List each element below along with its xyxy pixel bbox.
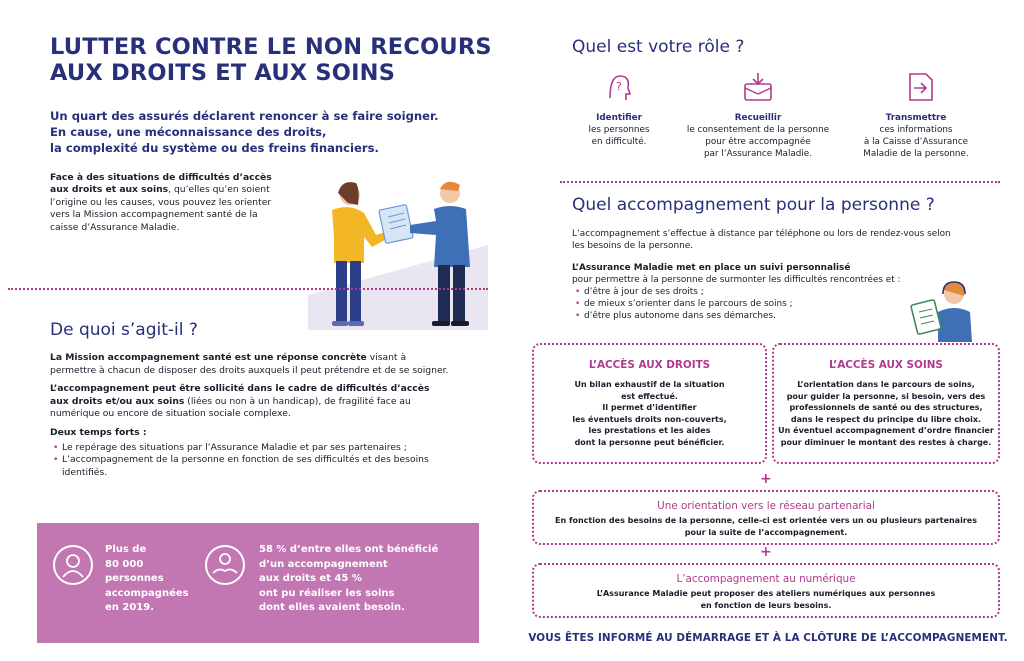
suivi-item: • d’être à jour de ses droits ; [572,286,952,298]
box-text [534,379,765,449]
main-title-rest: LE NON RECOURS [258,34,492,60]
box-acces-soins [772,343,1000,464]
intro-body [50,172,280,234]
role-transmit [850,112,982,160]
box-title: L’accompagnement au numérique [676,573,856,585]
box-acces-droits [532,343,767,464]
right-divider [560,181,1000,183]
role-identify [560,112,678,148]
box-line: Il permet d’identifier [602,403,697,413]
left-divider [8,288,488,290]
quoi-p1-rest: visant à permettre à chacun de disposer des droits auxquels il peut prétendre et de se soigner. [50,352,449,376]
box-line: L’orientation dans le parcours de soins, [797,380,975,389]
suivi-bold: L’Assurance Maladie met en place un suivi personnalisé [572,263,851,273]
intro-statement [50,108,470,156]
box-line: L’Assurance Maladie peut proposer des ateliers numériques aux personnes [596,589,936,598]
box-line: dont la personne peut bénéficier. [574,437,725,447]
section-title-quoi: De quoi s’agit-il ? [50,320,198,340]
box-line: En fonction des besoins de la personne, celle-ci est orientée vers un ou plusieurs partenaires [555,516,977,525]
man-leg [438,265,450,323]
box-title: L’ACCÈS AUX DROITS [588,359,711,371]
stat-line: d’un accompagnement [259,558,388,570]
box-line: les prestations et les aides [588,426,711,436]
box-line: Un bilan exhaustif de la situation [574,380,725,389]
accompagnement-body [572,228,952,322]
stat-line: 80 000 [105,558,144,570]
svg-text:?: ? [616,80,622,93]
plus-sign: + [760,471,772,487]
main-title-line2: AUX DROITS ET AUX SOINS [50,60,396,86]
footer-note: VOUS ÊTES INFORMÉ AU DÉMARRAGE ET À LA CLÔTURE DE L’ACCOMPAGNEMENT. [528,632,1008,644]
quoi-p1-bold: La Mission accompagnement santé est une réponse concrète [50,352,367,363]
stat-line: 58 % d’entre elles ont bénéficié [259,544,439,555]
section-title-role: Quel est votre rôle ? [572,37,745,57]
collect-consent-icon [741,70,775,104]
box-line: Un éventuel accompagnement d’ordre financier [778,426,994,436]
section-title-accompagnement: Quel accompagnement pour la personne ? [572,195,935,215]
transmit-document-icon [904,70,938,104]
stat-line: en 2019. [105,602,155,614]
role-collect [678,112,838,160]
stat-line: Plus de [105,544,147,555]
role-line: en difficulté. [591,137,647,147]
box-accompagnement-numerique [532,563,1000,618]
role-label: Identifier [596,113,642,123]
temps-forts-item: • L’accompagnement de la personne en fonction de ses difficultés et des besoins identifiés. [50,454,450,479]
role-label: Recueillir [734,113,782,123]
man-sweater [410,206,470,267]
temps-forts-item: • Le repérage des situations par l’Assurance Maladie et par ses partenaires ; [50,442,450,455]
care-hands-icon [205,545,245,585]
box-line: en fonction de leurs besoins. [700,600,832,610]
two-people-document-illustration [298,175,498,330]
accompagnement-lead: L’accompagnement s’effectue à distance par téléphone ou lors de rendez-vous selon les besoins de la personne. [572,229,951,251]
box-line: est effectué. [621,391,678,401]
suivi-list [572,286,952,322]
box-line: dans le respect du principe du libre choix. [790,414,982,424]
suivi-item: • de mieux s’orienter dans le parcours de soins ; [572,298,952,310]
role-line: le consentement de la personne [686,125,830,135]
intro-line: En cause, une méconnaissance des droits, [50,125,327,139]
box-title: L’ACCÈS AUX SOINS [829,359,943,371]
intro-body-rest: , qu’elles qu’en soient l’origine ou les causes, vous pouvez les orienter vers la Mission accompagnement santé de la caisse d’Assurance Maladie. [50,184,272,233]
quoi-paragraph [50,352,450,377]
stat-persons [105,543,215,616]
box-text [774,379,998,449]
stat-line: personnes [105,573,164,585]
stats-band [37,523,479,643]
woman-leg [350,261,361,323]
box-text [534,515,998,538]
main-title-bold: LUTTER CONTRE [50,34,259,60]
box-text [534,588,998,611]
box-reseau-partenarial [532,490,1000,545]
box-line: professionnels de santé ou des structures, [789,403,983,413]
stat-line: dont elles avaient besoin. [259,602,405,614]
advisor-headset-illustration [908,276,976,342]
quoi-paragraph [50,383,450,421]
quoi-body [50,352,450,479]
role-label: Transmettre [885,113,947,123]
stat-line: aux droits et 45 % [259,573,362,585]
woman-hair [338,182,359,205]
suivi-item: • d’être plus autonome dans ses démarches. [572,310,952,322]
role-line: Maladie de la personne. [863,149,969,159]
box-line: les éventuels droits non-couverts, [572,414,727,424]
stat-percentages [259,543,474,616]
quoi-p2-rest: (liées ou non à un handicap), de fragilité face au numérique ou encore de situation sociale complexe. [50,395,411,420]
stat-line: ont pu réaliser les soins [259,587,395,599]
person-badge-icon [53,545,93,585]
box-title: Une orientation vers le réseau partenarial [657,500,875,512]
suivi-rest: pour permettre à la personne de surmonter les difficultés rencontrées et : [572,275,901,285]
plus-sign: + [760,544,772,560]
role-line: à la Caisse d’Assurance [863,137,969,147]
box-line: pour la suite de l’accompagnement. [684,527,848,537]
role-line: pour être accompagnée [705,137,811,147]
stat-line: accompagnées [105,587,189,599]
box-line: pour guider la personne, si besoin, vers des [786,391,986,401]
temps-forts-title: Deux temps forts : [50,426,147,438]
box-line: pour diminuer le montant des restes à charge. [780,437,992,447]
temps-forts-list [50,442,450,480]
intro-body-bold: Face à des situations de difficultés d’accès aux droits et aux soins [50,172,272,196]
quoi-p2-bold: L’accompagnement peut être sollicité dans le cadre de difficultés d’accès aux droits et/ou aux soins [50,383,430,407]
intro-line: Un quart des assurés déclarent renoncer à se faire soigner. [50,109,439,123]
main-title [50,34,492,86]
intro-line: la complexité du système ou des freins financiers. [50,141,379,155]
man-leg [453,265,465,323]
role-line: les personnes [588,125,650,135]
role-line: ces informations [879,125,953,135]
woman-leg [336,261,347,323]
identify-person-icon [602,70,636,104]
role-line: par l’Assurance Maladie. [703,149,813,159]
